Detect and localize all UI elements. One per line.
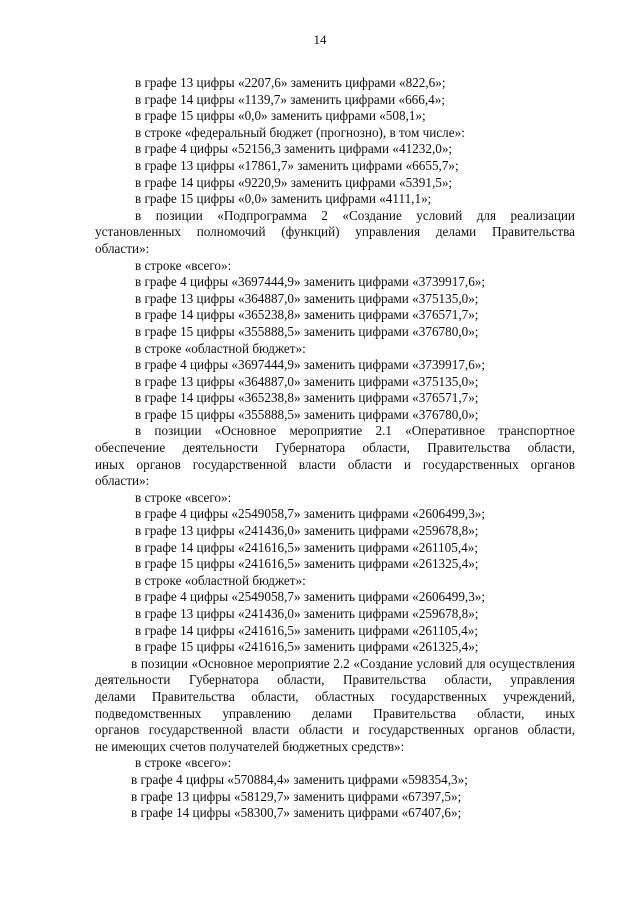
- text-line: в строке «всего»:: [135, 489, 232, 505]
- text-line: в позиции «Подпрограмма 2 «Создание условий для реализации: [135, 207, 575, 223]
- text-line: в графе 13 цифры «364887,0» заменить цифрами «375135,0»;: [135, 373, 479, 389]
- text-line: подведомственных управлению делами Правительства области, иных: [95, 705, 575, 721]
- text-line: в графе 15 цифры «355888,5» заменить цифрами «376780,0»;: [135, 406, 479, 422]
- text-line: в графе 15 цифры «0,0» заменить цифрами «4111,1»;: [135, 191, 432, 207]
- text-line: в строке «всего»:: [135, 257, 232, 273]
- text-line: в графе 15 цифры «355888,5» заменить цифрами «376780,0»;: [135, 323, 479, 339]
- text-line: в графе 13 цифры «241436,0» заменить цифрами «259678,8»;: [135, 523, 479, 539]
- text-line: области»:: [95, 240, 150, 256]
- text-line: в строке «федеральный бюджет (прогнозно), в том числе»:: [135, 124, 465, 140]
- text-line: в графе 15 цифры «241616,5» заменить цифрами «261325,4»;: [135, 639, 479, 655]
- text-line: делами Правительства области, областных государственных учреждений,: [95, 688, 575, 704]
- text-line: в графе 4 цифры «2549058,7» заменить цифрами «2606499,3»;: [135, 589, 486, 605]
- text-line: в графе 4 цифры «3697444,9» заменить цифрами «3739917,6»;: [135, 357, 486, 373]
- text-line: не имеющих счетов получателей бюджетных средств»:: [95, 738, 405, 754]
- text-line: в графе 4 цифры «2549058,7» заменить цифрами «2606499,3»;: [135, 506, 486, 522]
- text-line: в позиции «Основное мероприятие 2.1 «Оперативное транспортное: [135, 423, 575, 439]
- text-line: в графе 14 цифры «1139,7» заменить цифрами «666,4»;: [135, 91, 446, 107]
- text-line: в графе 14 цифры «365238,8» заменить цифрами «376571,7»;: [135, 307, 479, 323]
- text-line: в графе 15 цифры «241616,5» заменить цифрами «261325,4»;: [135, 556, 479, 572]
- text-line: в графе 13 цифры «17861,7» заменить цифрами «6655,7»;: [135, 157, 459, 173]
- text-line: в графе 13 цифры «58129,7» заменить цифрами «67397,5»;: [131, 788, 462, 804]
- text-line: установленных полномочий (функций) управления делами Правительства: [95, 224, 575, 240]
- text-line: в строке «всего»:: [135, 755, 232, 771]
- text-line: иных органов государственной власти области и государственных органов: [95, 456, 575, 472]
- text-line: в графе 4 цифры «3697444,9» заменить цифрами «3739917,6»;: [135, 274, 486, 290]
- text-line: в графе 14 цифры «58300,7» заменить цифрами «67407,6»;: [131, 805, 462, 821]
- text-line: в графе 14 цифры «365238,8» заменить цифрами «376571,7»;: [135, 390, 479, 406]
- text-line: в графе 15 цифры «0,0» заменить цифрами «508,1»;: [135, 108, 426, 124]
- text-line: в графе 13 цифры «241436,0» заменить цифрами «259678,8»;: [135, 606, 479, 621]
- text-line: деятельности Губернатора области, Правительства области, управления: [95, 672, 575, 688]
- text-line: в графе 4 цифры «570884,4» заменить цифрами «598354,3»;: [131, 771, 468, 787]
- text-line: в позиции «Основное мероприятие 2.2 «Создание условий для осуществления: [131, 655, 575, 671]
- text-line: в графе 14 цифры «9220,9» заменить цифрами «5391,5»;: [135, 174, 453, 190]
- text-line: в строке «областной бюджет»:: [135, 572, 306, 588]
- text-line: в графе 13 цифры «364887,0» заменить цифрами «375135,0»;: [135, 290, 479, 306]
- page-number: 14: [313, 32, 327, 47]
- text-line: в графе 13 цифры «2207,6» заменить цифрами «822,6»;: [135, 75, 446, 90]
- text-line: в графе 14 цифры «241616,5» заменить цифрами «261105,4»;: [135, 539, 478, 555]
- text-line: в графе 4 цифры «52156,3 заменить цифрами «41232,0»;: [135, 141, 453, 157]
- text-line: в строке «областной бюджет»:: [135, 340, 306, 356]
- text-line: области»:: [95, 473, 150, 489]
- text-line: обеспечение деятельности Губернатора области, Правительства области,: [95, 440, 575, 456]
- document-body: [95, 75, 575, 822]
- text-line: органов государственной власти области и государственных органов области,: [95, 722, 575, 738]
- text-line: в графе 14 цифры «241616,5» заменить цифрами «261105,4»;: [135, 622, 478, 638]
